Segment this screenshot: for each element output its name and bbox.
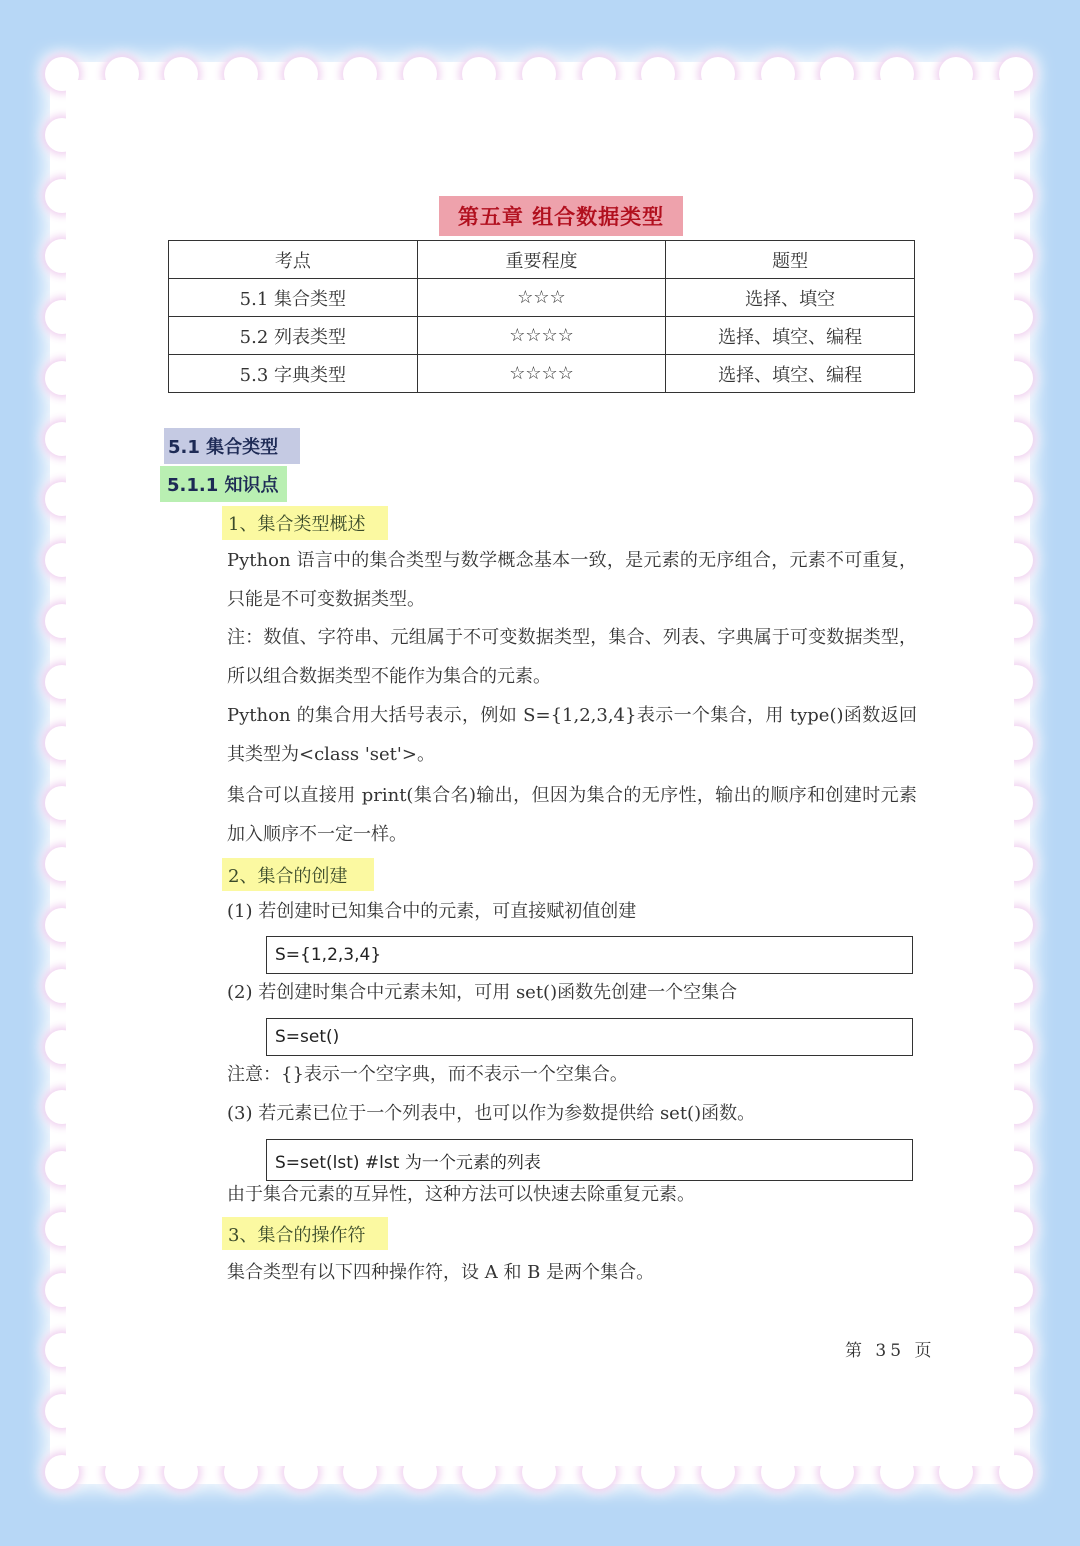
page-number: 第 35 页 — [845, 1341, 936, 1361]
table-cell-importance: ☆☆☆ — [417, 279, 666, 317]
table-row — [169, 279, 915, 317]
paragraph-operators-intro: 集合类型有以下四种操作符，设 A 和 B 是两个集合。 — [227, 1262, 655, 1283]
table-cell-importance: ☆☆☆☆ — [417, 355, 666, 393]
table-cell-question-type: 选择、填空、编程 — [666, 355, 915, 393]
note-empty-dict: 注意：{}表示一个空字典，而不表示一个空集合。 — [227, 1064, 628, 1085]
code-box-2: S=set() — [266, 1018, 913, 1056]
subheading-set-creation: 2、集合的创建 — [222, 858, 374, 891]
table-header-cell: 题型 — [666, 241, 915, 279]
table-cell-topic: 5.1 集合类型 — [169, 279, 418, 317]
table-header-cell: 重要程度 — [417, 241, 666, 279]
table-cell-importance: ☆☆☆☆ — [417, 317, 666, 355]
code-box-1: S={1,2,3,4} — [266, 936, 913, 974]
table-cell-topic: 5.3 字典类型 — [169, 355, 418, 393]
paragraph-set-print: 集合可以直接用 print(集合名)输出，但因为集合的无序性，输出的顺序和创建时元素加入顺序不一定一样。 — [227, 785, 917, 845]
chapter-title: 第五章 组合数据类型 — [439, 196, 683, 236]
table-cell-topic: 5.2 列表类型 — [169, 317, 418, 355]
subheading-set-operators: 3、集合的操作符 — [222, 1217, 388, 1250]
paragraph-set-definition: Python 语言中的集合类型与数学概念基本一致，是元素的无序组合，元素不可重复，只能是不可变数据类型。 — [227, 550, 917, 610]
code-box-3: S=set(lst) #lst 为一个元素的列表 — [266, 1139, 913, 1181]
step-3-text: (3) 若元素已位于一个列表中，也可以作为参数提供给 set()函数。 — [227, 1103, 756, 1124]
table-cell-question-type: 选择、填空 — [666, 279, 915, 317]
section-heading-5-1-1: 5.1.1 知识点 — [160, 466, 287, 502]
paragraph-set-braces: Python 的集合用大括号表示，例如 S={1,2,3,4}表示一个集合，用 type()函数返回其类型为<class 'set'>。 — [227, 705, 917, 765]
table-header-cell: 考点 — [169, 241, 418, 279]
step-2-text: (2) 若创建时集合中元素未知，可用 set()函数先创建一个空集合 — [227, 982, 738, 1003]
subheading-set-overview: 1、集合类型概述 — [222, 506, 388, 540]
note-dedup: 由于集合元素的互异性，这种方法可以快速去除重复元素。 — [227, 1184, 695, 1205]
table-header-row — [169, 241, 915, 279]
table-row — [169, 355, 915, 393]
exam-points-table — [168, 240, 915, 393]
step-1-text: (1) 若创建时已知集合中的元素，可直接赋初值创建 — [227, 901, 637, 922]
paragraph-set-note: 注：数值、字符串、元组属于不可变数据类型，集合、列表、字典属于可变数据类型，所以组合数据类型不能作为集合的元素。 — [227, 627, 917, 687]
table-cell-question-type: 选择、填空、编程 — [666, 317, 915, 355]
section-heading-5-1: 5.1 集合类型 — [164, 428, 300, 464]
table-row — [169, 317, 915, 355]
